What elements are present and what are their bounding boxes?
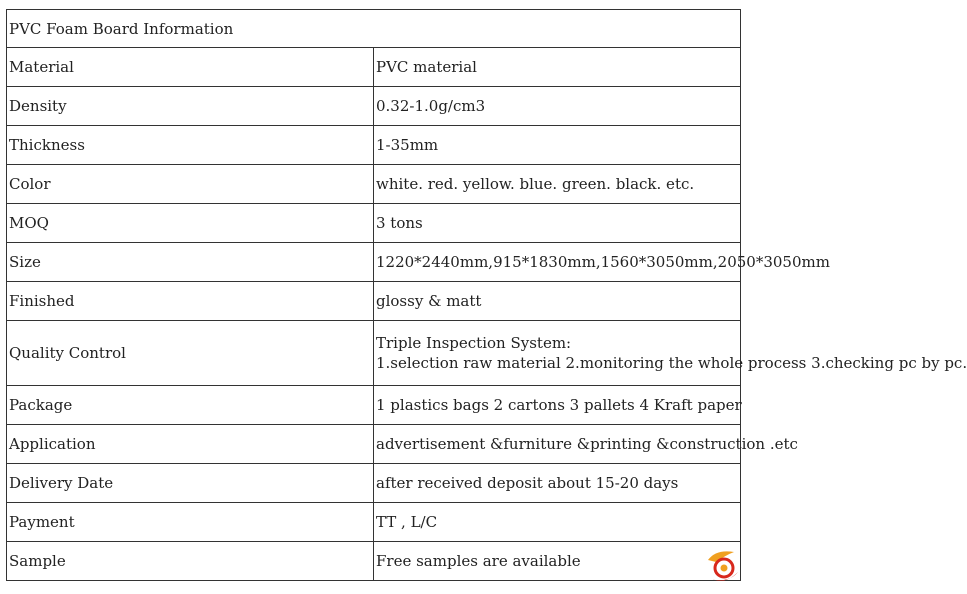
quality-control-line: 1.selection raw material 2.monitoring the whole process 3.checking pc by pc. [376,354,967,372]
row-label-sample: Sample [7,542,374,581]
table-title: PVC Foam Board Information [7,10,741,48]
row-value-sample: Free samples are available [374,542,741,581]
row-label-payment: Payment [7,503,374,542]
table-title-row [7,10,741,48]
row-label-delivery-date: Delivery Date [7,464,374,503]
table-row [7,243,741,282]
table-row [7,87,741,126]
row-value-package: 1 plastics bags 2 cartons 3 pallets 4 Kraft paper [374,386,741,425]
logo-mark-icon [704,546,742,590]
table-row [7,48,741,87]
info-table [6,9,967,581]
row-value-density: 0.32-1.0g/cm3 [374,87,741,126]
row-value-color: white. red. yellow. blue. green. black. etc. [374,165,741,204]
row-value-payment: TT , L/C [374,503,741,542]
row-label-size: Size [7,243,374,282]
row-label-color: Color [7,165,374,204]
row-label-thickness: Thickness [7,126,374,165]
table-row [7,282,741,321]
row-label-package: Package [7,386,374,425]
row-value-quality-control [374,321,967,386]
table-row [7,204,741,243]
table-row [7,126,741,165]
row-label-density: Density [7,87,374,126]
table-row [7,425,741,464]
row-label-material: Material [7,48,374,87]
row-label-moq: MOQ [7,204,374,243]
table-row [7,165,741,204]
table-row [7,386,741,425]
table-row [7,542,741,581]
row-value-delivery-date: after received deposit about 15-20 days [374,464,741,503]
row-value-material: PVC material [374,48,741,87]
row-label-quality-control: Quality Control [7,321,374,386]
row-value-finished: glossy & matt [374,282,741,321]
row-value-size: 1220*2440mm,915*1830mm,1560*3050mm,2050*3050mm [374,243,741,282]
company-logo [704,546,742,590]
row-label-finished: Finished [7,282,374,321]
table-row [7,321,741,386]
row-value-application: advertisement &furniture &printing &construction .etc [374,425,741,464]
table-row [7,503,741,542]
table-row [7,464,741,503]
quality-control-line: Triple Inspection System: [376,334,572,352]
row-value-thickness: 1-35mm [374,126,741,165]
row-label-application: Application [7,425,374,464]
row-value-moq: 3 tons [374,204,741,243]
